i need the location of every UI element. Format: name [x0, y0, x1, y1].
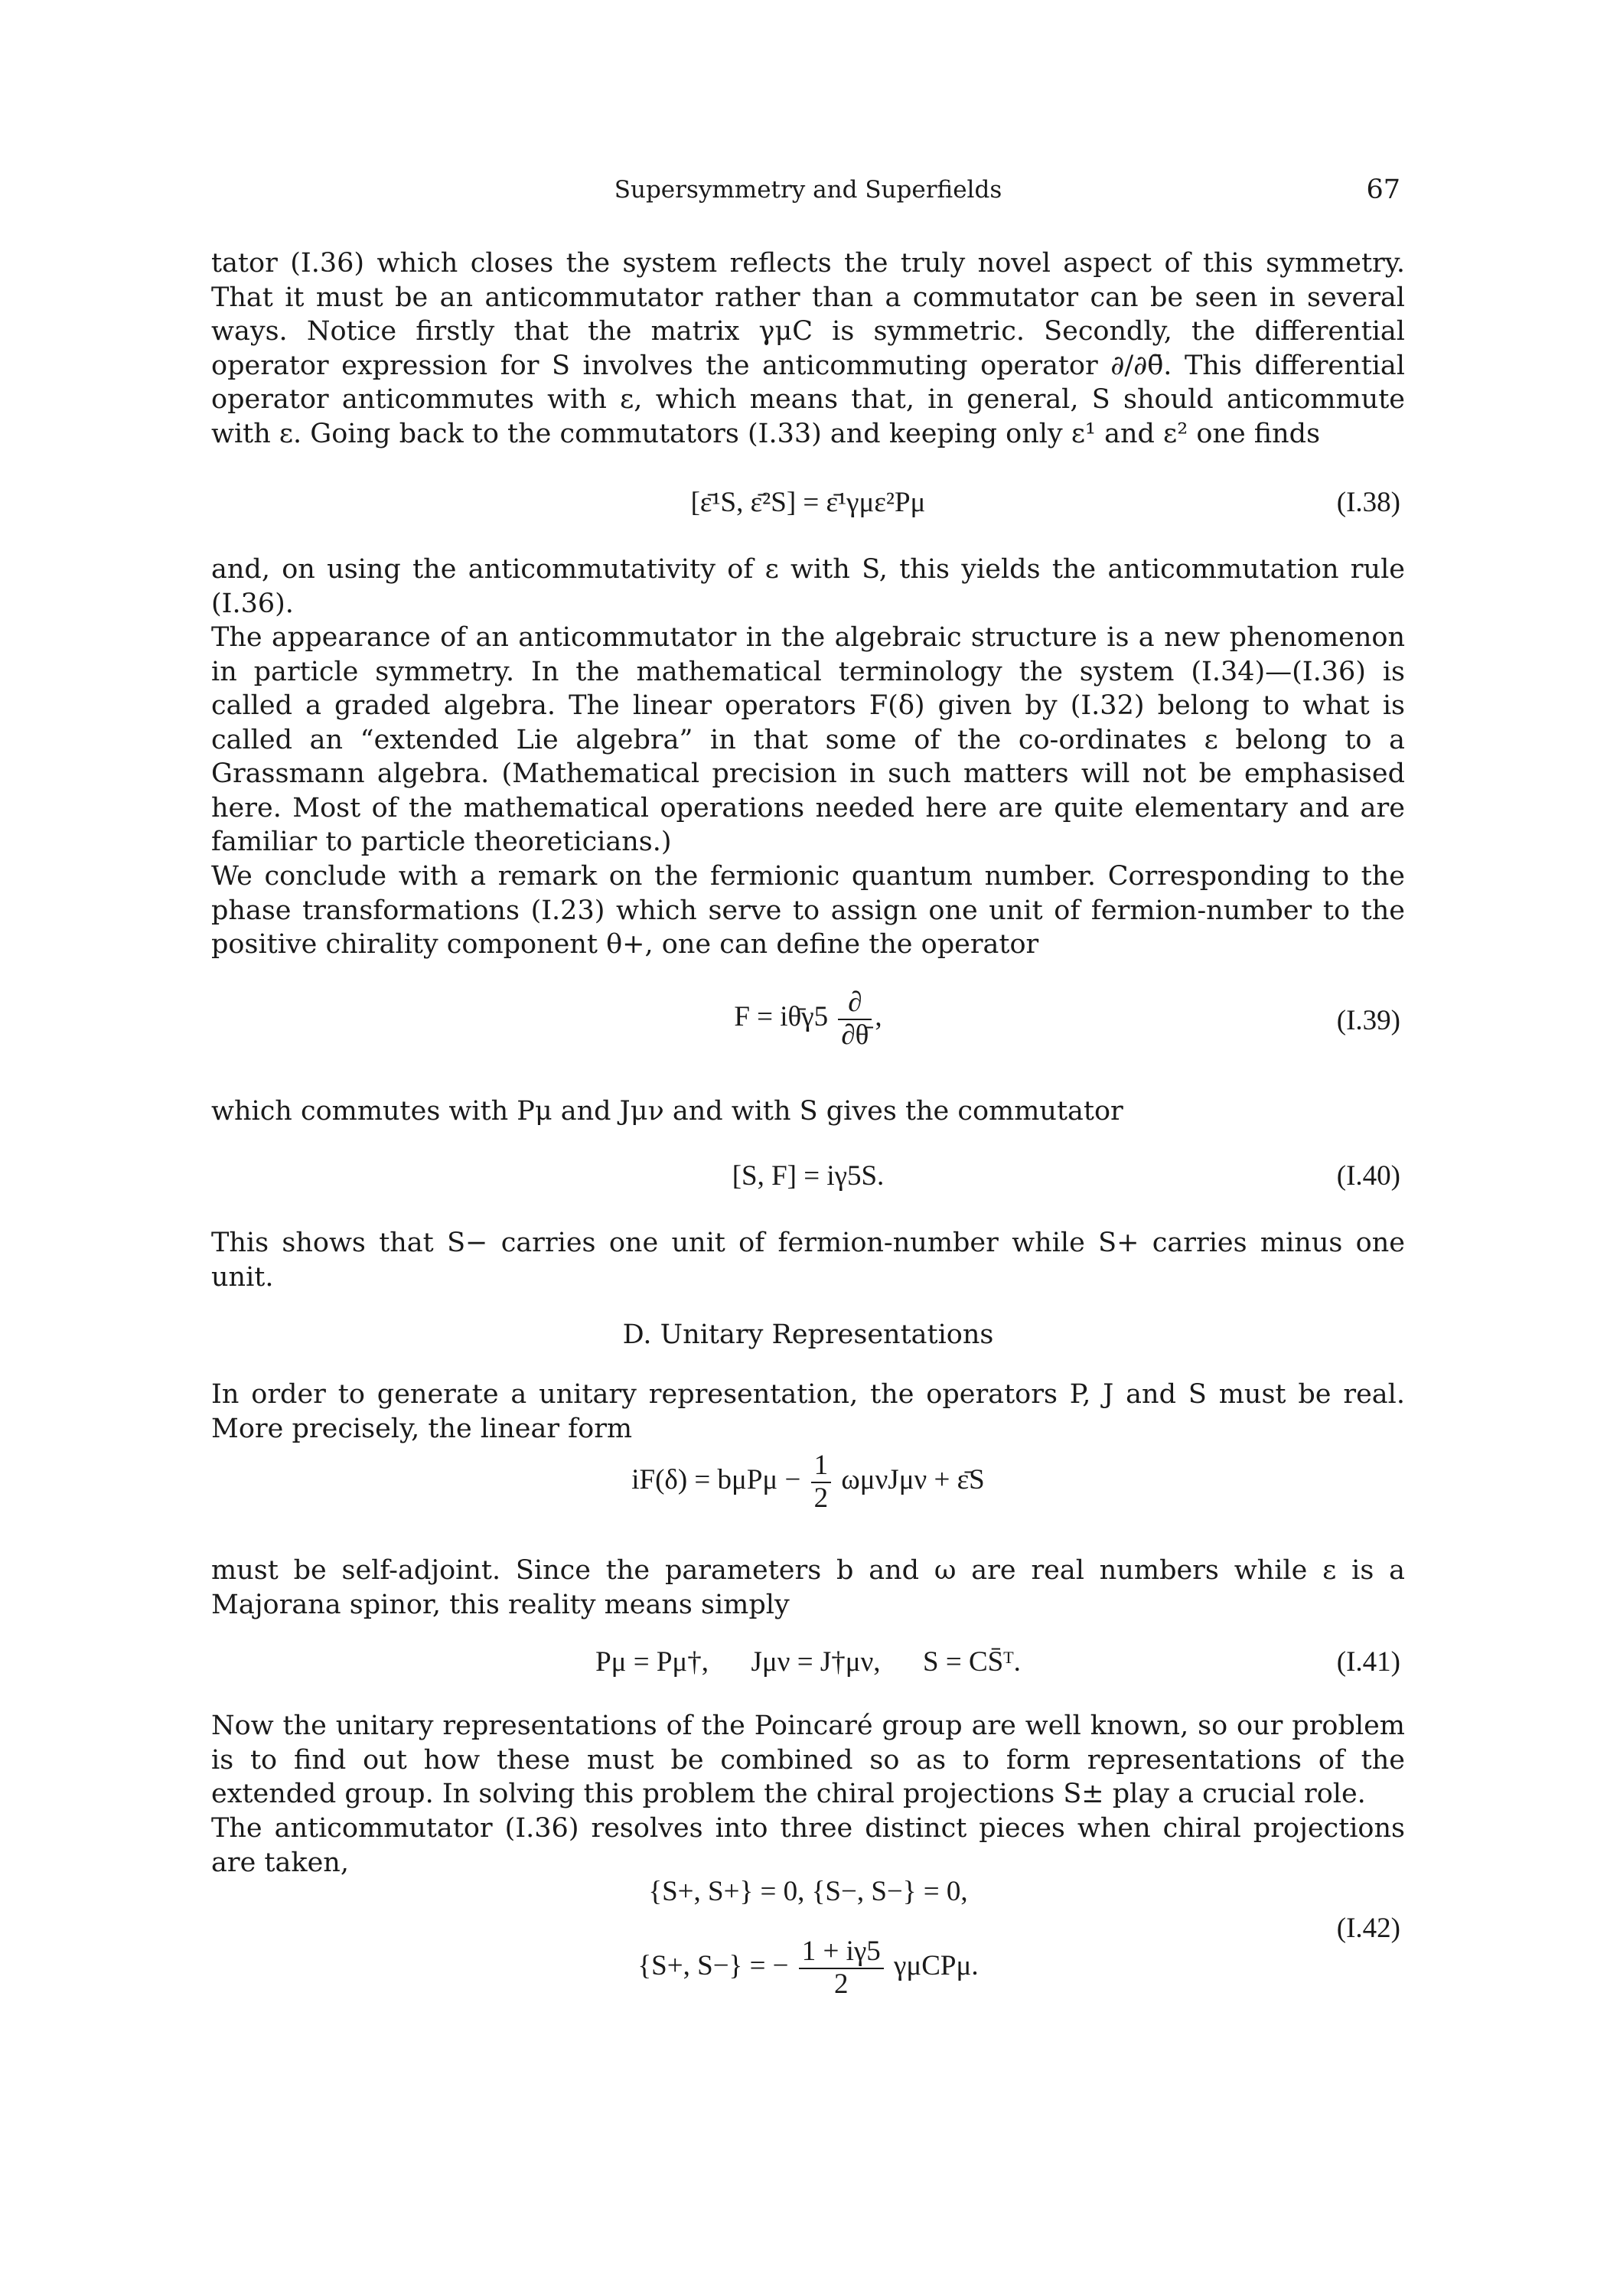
paragraph-10 — [211, 1812, 1405, 1880]
running-title: Supersymmetry and Superfields — [614, 176, 1002, 204]
equation-I-39 — [211, 987, 1405, 1056]
equation-I-40-expression: [S, F] = iγ5S. — [732, 1160, 885, 1192]
equation-linear-form-fraction — [811, 1450, 832, 1514]
paragraph-5 — [211, 1094, 1405, 1129]
equation-I-42-line-2-lhs: {S+, S−} = − — [637, 1950, 789, 1982]
page — [211, 0, 1405, 2296]
paragraph-8-text: must be self-adjoint. Since the parameters b and ω are real numbers while ε is a Majorana spinor, this reality means simply — [211, 1555, 1405, 1620]
equation-I-38-number: (I.38) — [1336, 487, 1400, 518]
paragraph-2-text: and, on using the anticommutativity of ε with S, this yields the anticommutation rule (I.36). — [211, 554, 1405, 619]
equation-I-41 — [211, 1645, 1405, 1684]
equation-I-39-fraction — [838, 987, 872, 1051]
equation-I-41-expression: Pμ = Pμ†, Jμν = J†μν, S = CS̄ᵀ. — [595, 1646, 1021, 1678]
equation-I-39-denominator: ∂θ̄ — [838, 1019, 872, 1052]
equation-I-42-denominator: 2 — [799, 1968, 884, 2001]
running-header — [211, 173, 1405, 207]
equation-linear-form — [211, 1450, 1405, 1519]
equation-I-39-lhs: F = iθ̄γ5 — [734, 1001, 829, 1033]
equation-I-38-expression: [ε̄¹S, ε̄²S] = ε̄¹γμε²Pμ — [690, 487, 926, 518]
paragraph-7-text: In order to generate a unitary representation, the operators P, J and S must be real. More precisely, the linear form — [211, 1379, 1405, 1444]
equation-I-42-line-1: {S+, S+} = 0, {S−, S−} = 0, — [648, 1876, 968, 1907]
equation-I-42-fraction — [799, 1936, 884, 2000]
equation-I-42-number: (I.42) — [1336, 1913, 1400, 1944]
equation-I-41-number: (I.41) — [1336, 1646, 1400, 1678]
equation-I-39-numerator: ∂ — [848, 987, 862, 1018]
paragraph-2 — [211, 553, 1405, 621]
equation-linear-form-lhs: iF(δ) = bμPμ − — [631, 1464, 801, 1496]
equation-linear-form-expression — [211, 1450, 1405, 1514]
equation-linear-form-numerator: 1 — [813, 1450, 829, 1481]
paragraph-9 — [211, 1709, 1405, 1812]
equation-I-38 — [211, 486, 1405, 524]
equation-I-39-number: (I.39) — [1336, 1005, 1400, 1036]
paragraph-1-text: tator (I.36) which closes the system reflects the truly novel aspect of this symmetry. That it must be an anticommutator rather than a commutator can be seen in several ways. Notice firstly that the matrix γμC is symmetric. Secondly, the differential operator expression for S involves the anticommuting operator ∂/∂θ̄. This differential operator anticommutes with ε, which means that, in general, S should anticommute with ε. Going back to the commutators (I.33) and keeping only ε¹ and ε² one finds — [211, 248, 1405, 449]
equation-I-42-line-2 — [211, 1936, 1405, 2000]
paragraph-8 — [211, 1554, 1405, 1622]
equation-I-39-tail: , — [875, 1001, 882, 1033]
paragraph-1 — [211, 246, 1405, 451]
equation-I-42-numerator: 1 + iγ5 — [801, 1936, 881, 1967]
equation-I-39-expression — [211, 987, 1405, 1051]
paragraph-4-text: We conclude with a remark on the fermionic quantum number. Corresponding to the phase transformations (I.23) which serve to assign one unit of fermion-number to the positive chirality component θ+, one can define the operator — [211, 861, 1405, 960]
paragraph-3 — [211, 621, 1405, 859]
paragraph-4 — [211, 859, 1405, 962]
paragraph-5-text: which commutes with Pμ and Jμν and with S gives the commutator — [211, 1096, 1123, 1127]
equation-I-42 — [211, 1875, 1405, 2013]
paragraph-10-text: The anticommutator (I.36) resolves into three distinct pieces when chiral projections are taken, — [211, 1813, 1405, 1878]
equation-linear-form-rhs: ωμνJμν + ε̄S — [841, 1464, 985, 1496]
equation-linear-form-denominator: 2 — [811, 1482, 832, 1515]
paragraph-7 — [211, 1378, 1405, 1446]
section-title: D. Unitary Representations — [622, 1319, 994, 1350]
paragraph-6-text: This shows that S− carries one unit of fermion-number while S+ carries minus one unit. — [211, 1228, 1405, 1293]
paragraph-3-text: The appearance of an anticommutator in the algebraic structure is a new phenomenon in particle symmetry. In the mathematical terminology the system (I.34)—(I.36) is called a graded algebra. The linear operators F(δ) given by (I.32) belong to what is called an “extended Lie algebra” in that some of the co-ordinates ε belong to a Grassmann algebra. (Mathematical precision in such matters will not be emphasised here. Most of the mathematical operations needed here are quite elementary and are familiar to particle theoreticians.) — [211, 622, 1405, 857]
equation-I-40-number: (I.40) — [1336, 1160, 1400, 1192]
paragraph-6 — [211, 1226, 1405, 1294]
equation-I-40 — [211, 1159, 1405, 1198]
page-number: 67 — [1366, 174, 1400, 205]
paragraph-9-text: Now the unitary representations of the Poincaré group are well known, so our problem is to find out how these must be combined so as to form representations of the extended group. In solving this problem the chiral projections S± play a crucial role. — [211, 1711, 1405, 1809]
equation-I-42-line-2-rhs: γμCPμ. — [894, 1950, 979, 1982]
